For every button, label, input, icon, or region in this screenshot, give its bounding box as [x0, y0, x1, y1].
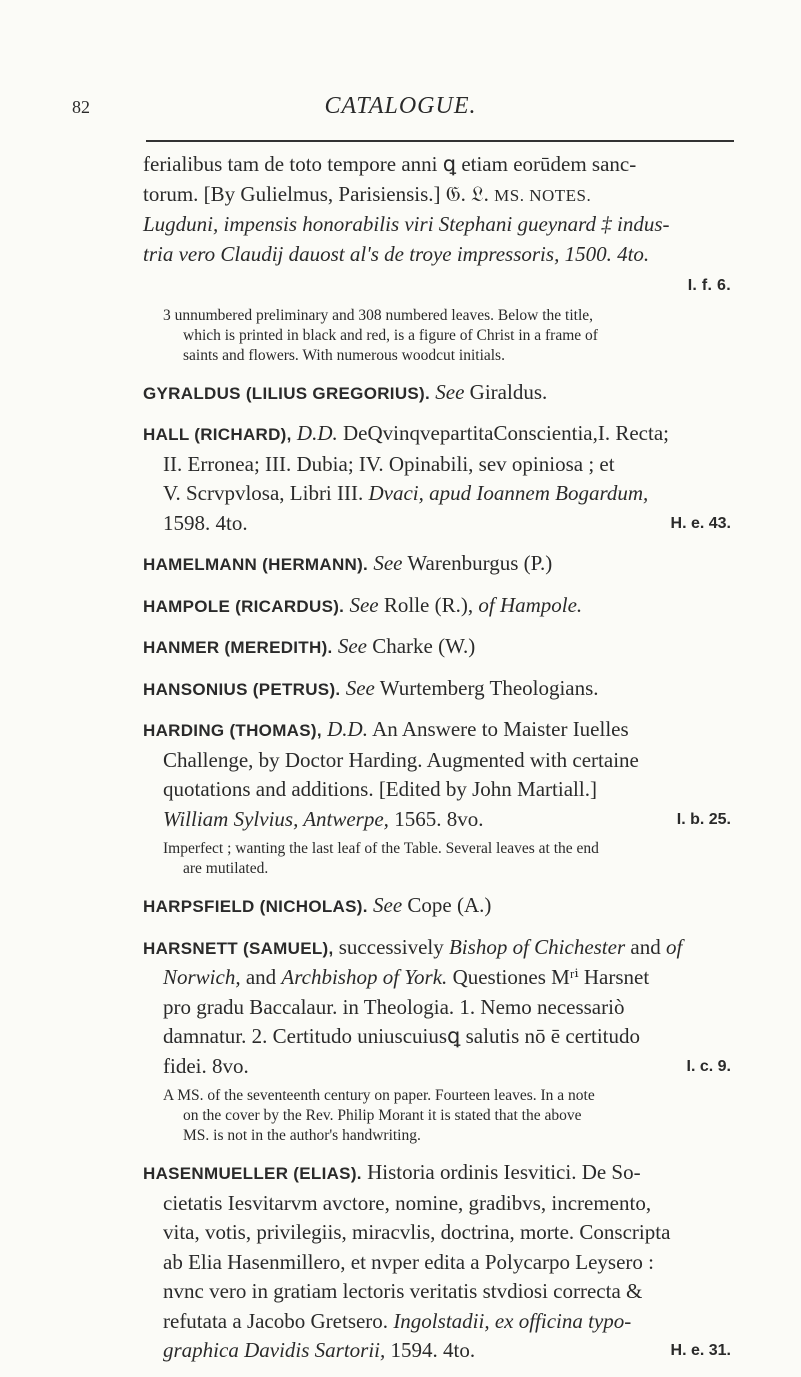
- entry-heading: HAMPOLE (RICARDUS).: [143, 596, 345, 616]
- entry-heading: HANSONIUS (PETRUS).: [143, 679, 341, 699]
- entry-heading: HARDING (THOMAS),: [143, 721, 322, 740]
- degree: D.D.: [296, 421, 338, 445]
- catalogue-entry: HALL (RICHARD), D.D. DeQvinqvepartitaConscientia,I. Recta; II. Erronea; III. Dubia; IV. Opinabili, sev opiniosa ; et V. Scrvpvlosa, Libri III. Dvaci, apud Ioannem Bogardum, 1598. 4to. H. e. 43.: [143, 419, 739, 538]
- shelf-mark: I. f. 6.: [687, 277, 731, 294]
- shelf-mark: I. b. 25.: [676, 810, 731, 828]
- catalogue-entry: HAMELMANN (HERMANN). See Warenburgus (P.): [143, 551, 553, 575]
- entry-note: A MS. of the seventeenth century on paper. Fourteen leaves. In a note on the cover by the Rev. Philip Morant it is stated that the above MS. is not in the author's handwriting.: [163, 1087, 595, 1144]
- see-reference: See: [345, 675, 375, 700]
- degree: D.D.: [327, 717, 368, 741]
- entry-note: 3 unnumbered preliminary and 308 numbered leaves. Below the title, which is printed in black and red, is a figure of Christ in a frame of saints and flowers. With numerous woodcut initials.: [163, 306, 598, 364]
- entry-line: tria vero Claudij dauost al's de troye impressoris, 1500. 4to.: [143, 241, 650, 266]
- shelf-mark: H. e. 43.: [670, 514, 731, 532]
- page-number: 82: [72, 97, 90, 117]
- catalogue-entry: [143, 150, 739, 301]
- catalogue-entry: HARPSFIELD (NICHOLAS). See Cope (A.): [143, 893, 492, 917]
- catalogue-entry: HANSONIUS (PETRUS). See Wurtemberg Theologians.: [143, 675, 599, 700]
- entry-heading: HARSNETT (SAMUEL),: [143, 938, 334, 958]
- entry-heading: HASENMUELLER (ELIAS).: [143, 1164, 362, 1183]
- catalogue-entry: HANMER (MEREDITH). See Charke (W.): [143, 634, 476, 658]
- header-rule: [146, 140, 734, 142]
- ms-notes-label: MS. NOTES.: [494, 185, 592, 205]
- entry-heading: GYRALDUS (LILIUS GREGORIUS).: [143, 383, 431, 403]
- see-reference: See: [373, 551, 403, 575]
- see-reference: See: [373, 893, 403, 917]
- see-reference: See: [349, 592, 379, 617]
- catalogue-entry: HARDING (THOMAS), D.D. An Answere to Maister Iuelles Challenge, by Doctor Harding. Augmented with certaine quotations and additions. [Edited by John Martiall.] William Sylvius, Antwerpe, 1565. 8vo. I. b. 25.: [143, 715, 739, 834]
- see-reference: See: [435, 379, 465, 404]
- catalogue-entries: [143, 150, 739, 1377]
- entry-line: Lugduni, impensis honorabilis viri Stephani gueynard ‡ indus-: [143, 212, 670, 236]
- entry-line: ferialibus tam de toto tempore anni ꝗ etiam eorūdem sanc-: [143, 152, 637, 176]
- catalogue-entry: HARSNETT (SAMUEL), successively Bishop of Chichester and of Norwich, and Archbishop of York. Questiones Mʳⁱ Harsnet pro gradu Baccalaur. in Theologia. 1. Nemo necessariò damnatur. 2. Certitudo uniuscuiusꝗ salutis nō ē certitudo fidei. 8vo. I. c. 9.: [143, 933, 739, 1082]
- entry-heading: HALL (RICHARD),: [143, 425, 292, 444]
- catalogue-entry: GYRALDUS (LILIUS GREGORIUS). See Giraldus.: [143, 379, 548, 404]
- entry-line: torum. [By Gulielmus, Parisiensis.] 𝔊. 𝔏. MS. NOTES.: [143, 181, 592, 206]
- entry-note: Imperfect ; wanting the last leaf of the Table. Several leaves at the end are mutilated.: [163, 840, 599, 877]
- running-title: CATALOGUE.: [324, 93, 477, 119]
- catalogue-entry: HASENMUELLER (ELIAS). Historia ordinis Iesvitici. De So- cietatis Iesvitarvm avctore, nomine, gradibvs, incremento, vita, votis, privilegiis, miracvlis, doctrina, morte. Conscripta ab Elia Hasenmillero, et nvper edita a Polycarpo Leysero : nvnc vero in gratiam lectoris veritatis stvdiosi correcta & refutata a Jacobo Gretsero. Ingolstadii, ex officina typo- graphica Davidis Sartorii, 1594. 4to. H. e. 31.: [143, 1158, 739, 1366]
- entry-heading: HANMER (MEREDITH).: [143, 638, 333, 657]
- catalogue-entry: HAMPOLE (RICARDUS). See Rolle (R.), of Hampole.: [143, 592, 583, 617]
- shelf-mark: H. e. 31.: [670, 1342, 731, 1359]
- entry-heading: HARPSFIELD (NICHOLAS).: [143, 897, 368, 916]
- see-reference: See: [337, 634, 367, 658]
- shelf-mark: I. c. 9.: [686, 1057, 731, 1075]
- black-letter-mark: 𝔊. 𝔏.: [445, 181, 495, 206]
- entry-heading: HAMELMANN (HERMANN).: [143, 555, 369, 574]
